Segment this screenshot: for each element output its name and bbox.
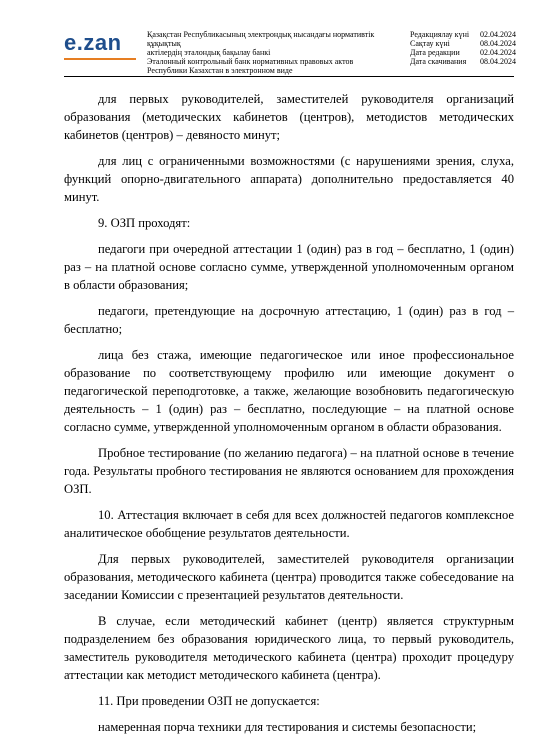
paragraph: педагоги при очередной аттестации 1 (один) раз в год – бесплатно, 1 (один) раз – на платной основе согласно сумме, утвержденной уполномоченным органом в области образования; bbox=[64, 242, 514, 292]
paragraph: В случае, если методический кабинет (центр) является структурным подразделением без образования юридического лица, то первый руководитель, заместитель руководителя методического кабинета (центра) проходит процедуру аттестации как методист методического кабинета (центра). bbox=[64, 614, 514, 682]
header-line: Эталонный контрольный банк нормативных правовых актов bbox=[147, 57, 354, 66]
paragraph: педагоги, претендующие на досрочную аттестацию, 1 (один) раз в год – бесплатно; bbox=[64, 304, 514, 336]
paragraph: 10. Аттестация включает в себя для всех должностей педагогов комплексное аналитическое обобщение результатов деятельности. bbox=[64, 508, 514, 540]
logo-accent: zan bbox=[83, 30, 122, 55]
meta-row bbox=[410, 30, 530, 39]
document-header bbox=[0, 0, 557, 80]
meta-key: Сақтау күні bbox=[410, 39, 450, 48]
meta-key: Редакциялау күні bbox=[410, 30, 470, 39]
header-line: Қазақстан Республикасының электрондық нысандағы нормативтік құқықтық bbox=[147, 30, 375, 48]
header-line: Республики Казахстан в электронном виде bbox=[147, 66, 293, 75]
meta-row bbox=[410, 48, 530, 57]
document-body bbox=[64, 90, 514, 744]
paragraph: для лиц с ограниченными возможностями (с нарушениями зрения, слуха, функций опорно-двигательного аппарата) дополнительно предоставляется 40 минут. bbox=[64, 154, 514, 204]
meta-key: Дата скачивания bbox=[410, 57, 467, 66]
meta-row bbox=[410, 57, 530, 66]
paragraph: Пробное тестирование (по желанию педагога) – на платной основе в течение года. Результаты пробного тестирования не являются основанием для прохождения ОЗП. bbox=[64, 446, 514, 496]
header-line: актілердің эталондық бақылау банкі bbox=[147, 48, 271, 57]
paragraph: 9. ОЗП проходят: bbox=[98, 216, 191, 230]
logo-underline bbox=[64, 58, 136, 60]
meta-value: 02.04.2024 bbox=[480, 30, 516, 39]
meta-key: Дата редакции bbox=[410, 48, 460, 57]
paragraph: лица без стажа, имеющие педагогическое или иное профессиональное образование по соответствующему профилю или имеющие документ о педагогической переподготовке, а также, желающие возобновить педагогическую деятельность – 1 (один) раз – бесплатно, последующие – на платной основе согласно сумме, утвержденной уполномоченным органом в области образования. bbox=[64, 348, 514, 434]
logo-main: e. bbox=[64, 30, 84, 55]
header-source-text bbox=[147, 30, 397, 75]
meta-value: 08.04.2024 bbox=[480, 39, 516, 48]
meta-value: 08.04.2024 bbox=[480, 57, 516, 66]
header-divider bbox=[64, 76, 514, 77]
paragraph: для первых руководителей, заместителей руководителя организаций образования (методических кабинетов (центров), методистов методических кабинетов (центров) – девяносто минут; bbox=[64, 92, 514, 142]
meta-row bbox=[410, 39, 530, 48]
paragraph: намеренная порча техники для тестирования и системы безопасности; bbox=[98, 720, 477, 734]
paragraph: 11. При проведении ОЗП не допускается: bbox=[98, 694, 320, 708]
ezan-logo bbox=[64, 30, 122, 56]
paragraph: Для первых руководителей, заместителей руководителя организации образования, методического кабинета (центра) проводится также собеседование на заседании Комиссии с презентацией результатов деятельности. bbox=[64, 552, 514, 602]
header-dates bbox=[410, 30, 530, 66]
meta-value: 02.04.2024 bbox=[480, 48, 516, 57]
